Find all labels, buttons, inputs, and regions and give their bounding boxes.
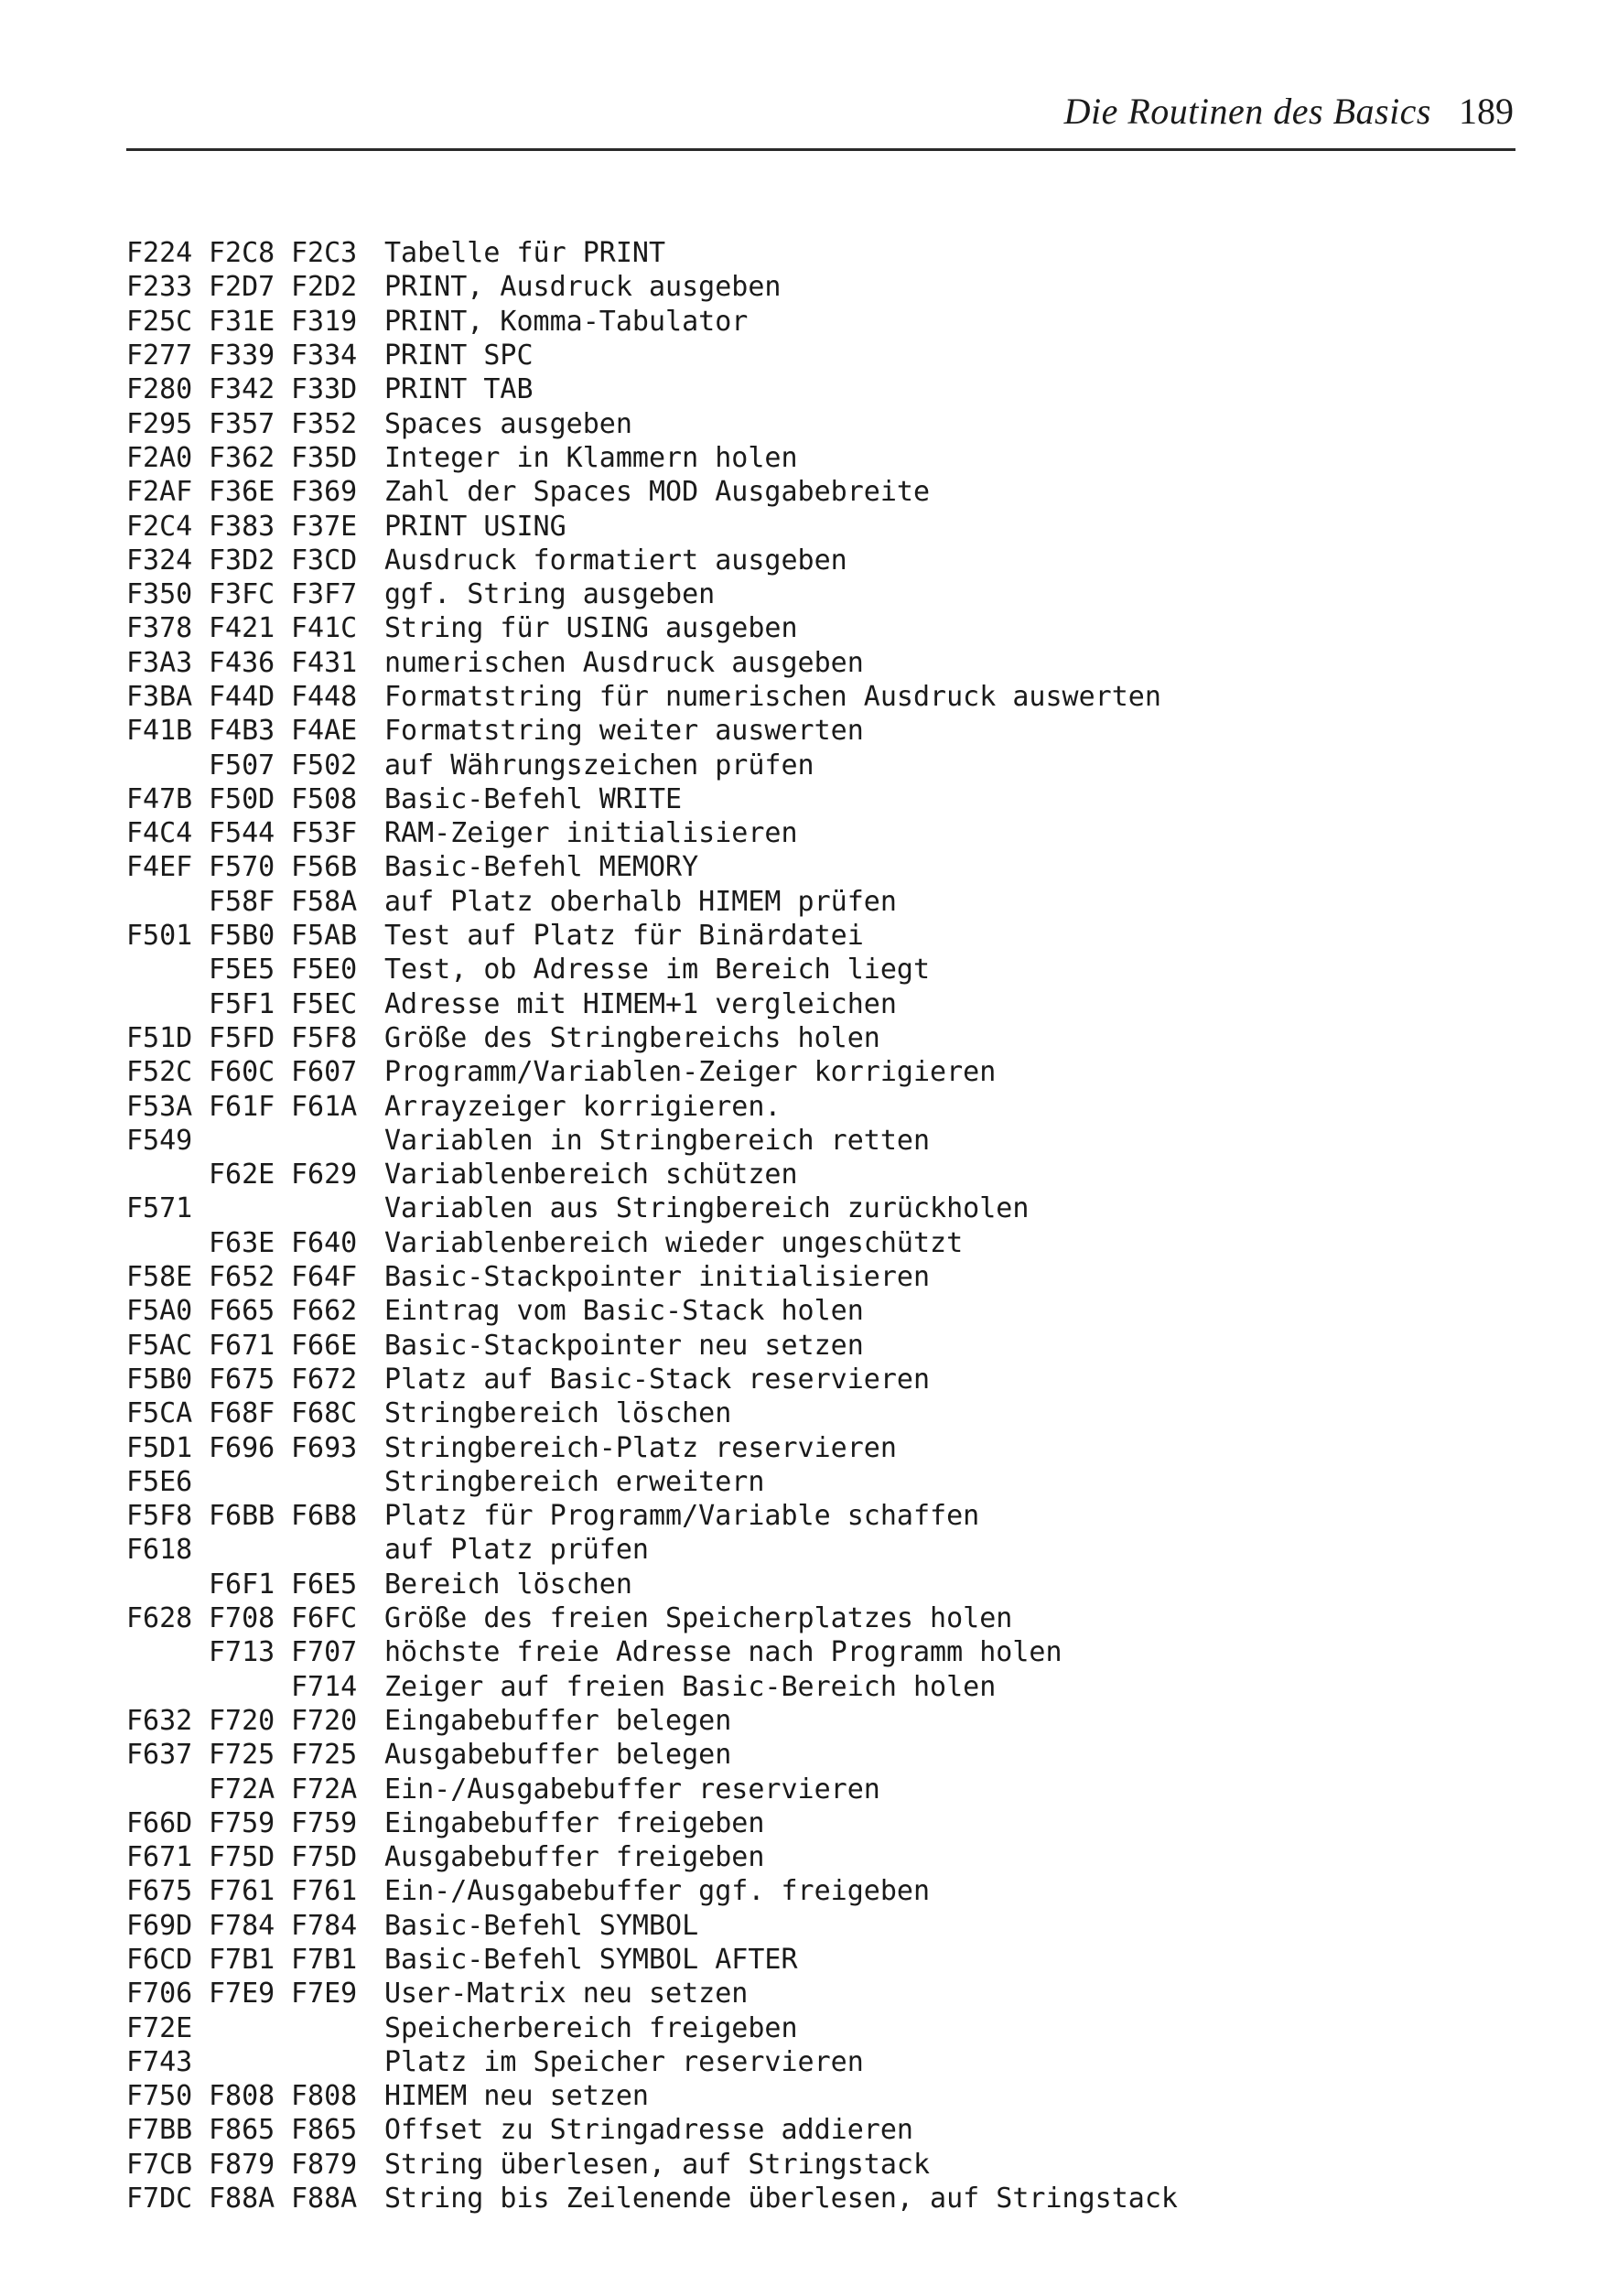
table-row [126,305,1499,339]
routine-description: Test, ob Adresse im Bereich liegt [384,954,931,986]
address-col-1: F295 [126,407,193,440]
table-row [126,1124,1499,1158]
address-col-1: F671 [126,1841,193,1874]
running-title: Die Routinen des Basics [1063,91,1431,132]
address-col-2: F3D2 [209,544,275,577]
routine-description: Bereich löschen [384,1568,632,1601]
table-row [126,1260,1499,1294]
address-col-1: F350 [126,578,193,611]
address-col-2: F7B1 [209,1943,275,1976]
address-col-2: F570 [209,851,275,884]
address-col-3: F352 [291,407,358,440]
address-col-3: F6FC [291,1602,358,1635]
address-col-2: F36E [209,476,275,509]
address-col-1: F3A3 [126,646,193,679]
table-row [126,2113,1499,2147]
address-col-3: F4AE [291,715,358,748]
address-col-3: F72A [291,1773,358,1806]
address-col-1: F324 [126,544,193,577]
address-col-3: F7E9 [291,1978,358,2010]
routine-description: RAM-Zeiger initialisieren [384,817,798,850]
routine-description: Ausgabebuffer freigeben [384,1841,765,1874]
address-col-2: F88A [209,2183,275,2215]
address-col-3: F56B [291,851,358,884]
address-col-2: F72A [209,1773,275,1806]
routine-description: Integer in Klammern holen [384,441,798,474]
routine-description: ggf. String ausgeben [384,578,716,611]
address-col-2: F44D [209,681,275,713]
routine-address-table [126,236,1499,2215]
address-col-2: F675 [209,1363,275,1396]
table-row [126,1226,1499,1260]
address-col-2: F436 [209,646,275,679]
address-col-2: F696 [209,1431,275,1464]
address-col-3: F448 [291,681,358,713]
address-col-1: F233 [126,271,193,304]
address-col-3: F6B8 [291,1500,358,1533]
routine-description: Zeiger auf freien Basic-Bereich holen [384,1670,997,1703]
address-col-3: F5EC [291,987,358,1020]
address-col-3: F5E0 [291,954,358,986]
address-col-2: F7E9 [209,1978,275,2010]
page-header [126,90,1515,151]
table-row [126,372,1499,406]
table-row [126,1294,1499,1328]
address-col-1: F750 [126,2080,193,2113]
address-col-3: F3F7 [291,578,358,611]
address-col-3: F865 [291,2114,358,2147]
routine-description: PRINT, Komma-Tabulator [384,305,749,338]
address-col-1: F618 [126,1534,193,1567]
table-row [126,2079,1499,2113]
address-col-1: F4C4 [126,817,193,850]
address-col-2: F808 [209,2080,275,2113]
address-col-3: F3CD [291,544,358,577]
address-col-3: F58A [291,885,358,918]
address-col-2: F6BB [209,1500,275,1533]
address-col-2: F62E [209,1159,275,1191]
address-col-2: F339 [209,340,275,372]
address-col-1: F69D [126,1909,193,1942]
address-col-1: F280 [126,373,193,406]
routine-description: Formatstring für numerischen Ausdruck auswerten [384,681,1161,713]
routine-description: Platz auf Basic-Stack reservieren [384,1363,931,1396]
address-col-1: F5F8 [126,1500,193,1533]
address-col-1: F378 [126,612,193,645]
table-row [126,1363,1499,1396]
routine-description: Basic-Befehl MEMORY [384,851,699,884]
address-col-1: F277 [126,340,193,372]
table-row [126,1635,1499,1669]
routine-description: Ein-/Ausgabebuffer ggf. freigeben [384,1875,931,1908]
table-row [126,953,1499,986]
address-col-2: F421 [209,612,275,645]
routine-description: auf Währungszeichen prüfen [384,749,814,782]
routine-description: Variablen in Stringbereich retten [384,1124,931,1157]
table-row [126,714,1499,748]
address-col-2: F5F1 [209,987,275,1020]
address-col-3: F64F [291,1261,358,1294]
table-row [126,1329,1499,1363]
routine-description: Ausdruck formatiert ausgeben [384,544,847,577]
routine-description: PRINT, Ausdruck ausgeben [384,271,782,304]
table-row [126,1738,1499,1772]
address-col-3: F37E [291,510,358,543]
address-col-1: F47B [126,782,193,815]
address-col-1: F5D1 [126,1431,193,1464]
table-row [126,987,1499,1021]
address-col-2: F5FD [209,1021,275,1054]
address-col-3: F68C [291,1397,358,1430]
address-col-2: F507 [209,749,275,782]
address-col-2: F5B0 [209,920,275,953]
page-number: 189 [1459,91,1514,132]
table-row [126,544,1499,577]
address-col-3: F7B1 [291,1943,358,1976]
address-col-2: F720 [209,1704,275,1737]
address-col-1: F66D [126,1806,193,1839]
table-row [126,1465,1499,1499]
address-col-2: F3FC [209,578,275,611]
address-col-2: F342 [209,373,275,406]
table-row [126,1533,1499,1567]
address-col-2: F5E5 [209,954,275,986]
routine-description: Programm/Variablen-Zeiger korrigieren [384,1056,997,1089]
routine-description: Variablenbereich schützen [384,1159,798,1191]
address-col-3: F640 [291,1226,358,1259]
address-col-3: F662 [291,1295,358,1328]
address-col-1: F72E [126,2011,193,2044]
table-row [126,1601,1499,1635]
table-row [126,885,1499,919]
routine-description: höchste freie Adresse nach Programm holen [384,1636,1062,1669]
routine-description: PRINT TAB [384,373,534,406]
address-col-1: F571 [126,1192,193,1225]
address-col-1: F51D [126,1021,193,1054]
routine-description: PRINT SPC [384,340,534,372]
address-col-2: F544 [209,817,275,850]
table-row [126,1499,1499,1533]
address-col-2: F50D [209,782,275,815]
table-row [126,646,1499,680]
address-col-2: F362 [209,441,275,474]
address-col-1: F224 [126,237,193,270]
address-col-1: F501 [126,920,193,953]
table-row [126,2182,1499,2215]
address-col-2: F6F1 [209,1568,275,1601]
routine-description: Basic-Befehl SYMBOL [384,1909,699,1942]
routine-description: Formatstring weiter auswerten [384,715,864,748]
table-row [126,1874,1499,1908]
address-col-1: F4EF [126,851,193,884]
address-col-1: F6CD [126,1943,193,1976]
table-row [126,441,1499,475]
address-col-1: F5A0 [126,1295,193,1328]
address-col-2: F725 [209,1739,275,1772]
address-col-3: F502 [291,749,358,782]
address-col-3: F607 [291,1056,358,1089]
address-col-1: F41B [126,715,193,748]
routine-description: Größe des Stringbereichs holen [384,1021,880,1054]
routine-description: Tabelle für PRINT [384,237,666,270]
address-col-1: F53A [126,1090,193,1123]
address-col-3: F725 [291,1739,358,1772]
address-col-3: F33D [291,373,358,406]
table-row [126,1704,1499,1738]
address-col-1: F628 [126,1602,193,1635]
address-col-2: F665 [209,1295,275,1328]
address-col-1: F2A0 [126,441,193,474]
routine-description: Eintrag vom Basic-Stack holen [384,1295,864,1328]
table-row [126,1840,1499,1874]
address-col-3: F41C [291,612,358,645]
address-col-3: F707 [291,1636,358,1669]
table-row [126,1430,1499,1464]
table-row [126,1772,1499,1806]
address-col-2: F31E [209,305,275,338]
routine-description: Stringbereich erweitern [384,1465,765,1498]
address-col-2: F63E [209,1226,275,1259]
routine-description: HIMEM neu setzen [384,2080,649,2113]
routine-description: Platz im Speicher reservieren [384,2045,864,2078]
routine-description: numerischen Ausdruck ausgeben [384,646,864,679]
address-col-2: F713 [209,1636,275,1669]
address-col-3: F53F [291,817,358,850]
routine-description: User-Matrix neu setzen [384,1978,749,2010]
address-col-3: F761 [291,1875,358,1908]
address-col-3: F720 [291,1704,358,1737]
routine-description: String für USING ausgeben [384,612,798,645]
address-col-2: F60C [209,1056,275,1089]
address-col-3: F5F8 [291,1021,358,1054]
routine-description: Arrayzeiger korrigieren. [384,1090,782,1123]
address-col-3: F672 [291,1363,358,1396]
address-col-3: F334 [291,340,358,372]
address-col-1: F675 [126,1875,193,1908]
routine-description: Zahl der Spaces MOD Ausgabebreite [384,476,931,509]
table-row [126,1158,1499,1191]
table-row [126,680,1499,714]
address-col-2: F61F [209,1090,275,1123]
table-row [126,2010,1499,2044]
address-col-1: F25C [126,305,193,338]
routine-description: Basic-Stackpointer initialisieren [384,1261,931,1294]
address-col-3: F61A [291,1090,358,1123]
routine-description: Spaces ausgeben [384,407,632,440]
address-col-3: F5AB [291,920,358,953]
table-row [126,782,1499,816]
address-col-1: F2C4 [126,510,193,543]
address-col-1: F7DC [126,2183,193,2215]
routine-description: auf Platz oberhalb HIMEM prüfen [384,885,897,918]
address-col-1: F7BB [126,2114,193,2147]
table-row [126,850,1499,884]
address-col-2: F761 [209,1875,275,1908]
routine-description: Ausgabebuffer belegen [384,1739,732,1772]
table-row [126,339,1499,372]
address-col-1: F5B0 [126,1363,193,1396]
address-col-3: F784 [291,1909,358,1942]
routine-description: Test auf Platz für Binärdatei [384,920,864,953]
address-col-1: F706 [126,1978,193,2010]
table-row [126,475,1499,509]
address-col-1: F3BA [126,681,193,713]
table-row [126,1669,1499,1703]
address-col-2: F383 [209,510,275,543]
address-col-1: F58E [126,1261,193,1294]
address-col-3: F808 [291,2080,358,2113]
routine-description: Basic-Befehl SYMBOL AFTER [384,1943,798,1976]
address-col-3: F693 [291,1431,358,1464]
address-col-1: F5AC [126,1329,193,1362]
table-row [126,406,1499,440]
table-row [126,270,1499,304]
address-col-3: F629 [291,1159,358,1191]
table-row [126,1055,1499,1089]
address-col-1: F5CA [126,1397,193,1430]
table-row [126,748,1499,782]
address-col-3: F369 [291,476,358,509]
routine-description: Variablen aus Stringbereich zurückholen [384,1192,1030,1225]
routine-description: Eingabebuffer freigeben [384,1806,765,1839]
table-row [126,816,1499,850]
table-row [126,1191,1499,1225]
address-col-3: F759 [291,1806,358,1839]
table-row [126,509,1499,543]
table-row [126,2148,1499,2182]
address-col-1: F7CB [126,2148,193,2181]
address-col-3: F75D [291,1841,358,1874]
table-row [126,1396,1499,1430]
routine-description: Platz für Programm/Variable schaffen [384,1500,980,1533]
table-row [126,1568,1499,1601]
routine-description: Stringbereich-Platz reservieren [384,1431,897,1464]
table-row [126,1943,1499,1977]
address-col-1: F637 [126,1739,193,1772]
table-row [126,1977,1499,2010]
routine-description: auf Platz prüfen [384,1534,649,1567]
address-col-3: F6E5 [291,1568,358,1601]
address-col-1: F743 [126,2045,193,2078]
routine-description: PRINT USING [384,510,566,543]
routine-description: Variablenbereich wieder ungeschützt [384,1226,964,1259]
address-col-3: F319 [291,305,358,338]
address-col-2: F58F [209,885,275,918]
address-col-1: F549 [126,1124,193,1157]
address-col-2: F865 [209,2114,275,2147]
address-col-3: F508 [291,782,358,815]
address-col-2: F2D7 [209,271,275,304]
address-col-3: F66E [291,1329,358,1362]
address-col-3: F2C3 [291,237,358,270]
table-row [126,1021,1499,1055]
routine-description: Ein-/Ausgabebuffer reservieren [384,1773,880,1806]
address-col-1: F52C [126,1056,193,1089]
address-col-3: F714 [291,1670,358,1703]
address-col-3: F431 [291,646,358,679]
table-row [126,611,1499,645]
address-col-3: F88A [291,2183,358,2215]
address-col-2: F75D [209,1841,275,1874]
routine-description: Stringbereich löschen [384,1397,732,1430]
table-row [126,236,1499,270]
address-col-2: F759 [209,1806,275,1839]
address-col-1: F5E6 [126,1465,193,1498]
routine-description: Speicherbereich freigeben [384,2011,798,2044]
address-col-3: F35D [291,441,358,474]
address-col-2: F4B3 [209,715,275,748]
address-col-2: F879 [209,2148,275,2181]
table-row [126,1909,1499,1943]
table-row [126,1089,1499,1123]
routine-description: String bis Zeilenende überlesen, auf Stringstack [384,2183,1178,2215]
routine-description: Adresse mit HIMEM+1 vergleichen [384,987,897,1020]
routine-description: Offset zu Stringadresse addieren [384,2114,913,2147]
address-col-2: F68F [209,1397,275,1430]
address-col-1: F2AF [126,476,193,509]
address-col-3: F2D2 [291,271,358,304]
table-row [126,919,1499,953]
routine-description: Größe des freien Speicherplatzes holen [384,1602,1013,1635]
address-col-2: F784 [209,1909,275,1942]
address-col-2: F2C8 [209,237,275,270]
table-row [126,2045,1499,2079]
table-row [126,577,1499,611]
routine-description: Basic-Stackpointer neu setzen [384,1329,864,1362]
address-col-2: F708 [209,1602,275,1635]
routine-description: Eingabebuffer belegen [384,1704,732,1737]
address-col-2: F357 [209,407,275,440]
address-col-2: F671 [209,1329,275,1362]
address-col-1: F632 [126,1704,193,1737]
routine-description: String überlesen, auf Stringstack [384,2148,931,2181]
table-row [126,1806,1499,1840]
address-col-3: F879 [291,2148,358,2181]
address-col-2: F652 [209,1261,275,1294]
routine-description: Basic-Befehl WRITE [384,782,683,815]
